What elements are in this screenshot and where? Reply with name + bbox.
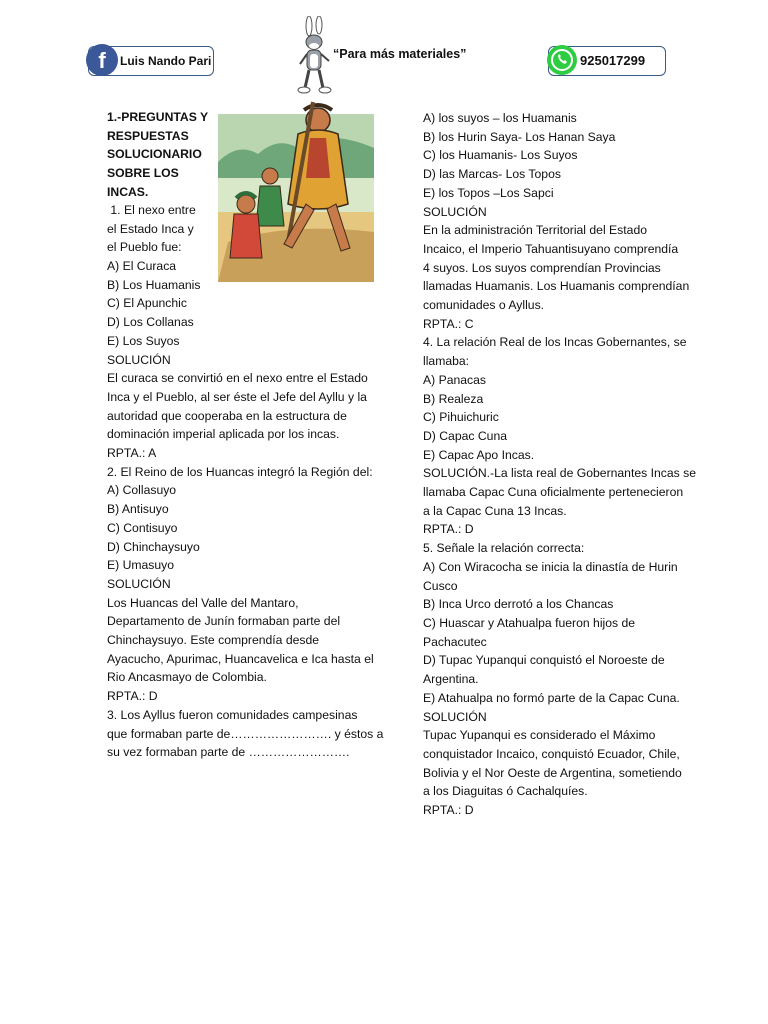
more-materials-note: “Para más materiales”	[333, 47, 467, 61]
left-column: A) El Curaca B) Los Huamanis C) El Apunchic D) Los Collanas E) Los Suyos SOLUCIÓN El curaca se convirtió en el nexo entre el Estado Inca y el Pueblo, al ser éste el Jefe del Ayllu y la autoridad que cooperaba en la estructura de dominación imperial aplicada por los incas. RPTA.: A 2. El Reino de los Huancas integró la Región del: A) Collasuyo B) Antisuyo C) Contisuyo D) Chinchaysuyo E) Umasuyo SOLUCIÓN Los Huancas del Valle del Mantaro, Departamento de Junín formaban parte del Chinchaysuyo. Este comprendía desde Ayacucho, Apurimac, Huancavelica e Ica hasta el Rio Ancasmayo de Colombia. RPTA.: D 3. Los Ayllus fueron comunidades campesinas que formaban parte de……………………. y éstos a su vez formaban parte de …………………….	[107, 259, 384, 760]
document-title: 1.-PREGUNTAS Y RESPUESTAS SOLUCIONARIO SOBRE LOS INCAS.	[107, 110, 209, 199]
facebook-name: Luis Nando Pari	[120, 54, 212, 68]
right-column: A) los suyos – los Huamanis B) los Hurin Saya- Los Hanan Saya C) los Huamanis- Los Suyos D) las Marcas- Los Topos E) los Topos –Los Sapci SOLUCIÓN En la administración Territorial del Estado Incaico, el Imperio Tahuantisuyano comprendía 4 suyos. Los suyos comprendían Provincias llamadas Huamanis. Los Huamanis comprendían comunidades o Ayllus. RPTA.: C 4. La relación Real de los Incas Gobernantes, se llamaba: A) Panacas B) Realeza C) Pihuichuric D) Capac Cuna E) Capac Apo Incas. SOLUCIÓN.-La lista real de Gobernantes Incas se llamaba Capac Cuna oficialmente pertenecieron a la Capac Cuna 13 Incas. RPTA.: D 5. Señale la relación correcta: A) Con Wiracocha se inicia la dinastía de Hurin Cusco B) Inca Urco derrotó a los Chancas C) Huascar y Atahualpa fueron hijos de Pachacutec D) Tupac Yupanqui conquistó el Noroeste de Argentina. E) Atahualpa no formó parte de la Capac Cuna. SOLUCIÓN Tupac Yupanqui es considerado el Máximo conquistador Incaico, conquistó Ecuador, Chile, Bolivia y el Nor Oeste de Argentina, sometiendo a los Diaguitas ó Cachalquíes. RPTA.: D	[423, 111, 696, 818]
inca-warriors-illustration	[218, 92, 374, 282]
question-1: 1. El nexo entre el Estado Inca y el Pueblo fue:	[107, 203, 196, 255]
whatsapp-number: 925017299	[580, 53, 646, 68]
whatsapp-icon	[547, 45, 577, 75]
bunny-cartoon-icon	[295, 16, 335, 94]
facebook-icon: f	[86, 44, 118, 76]
